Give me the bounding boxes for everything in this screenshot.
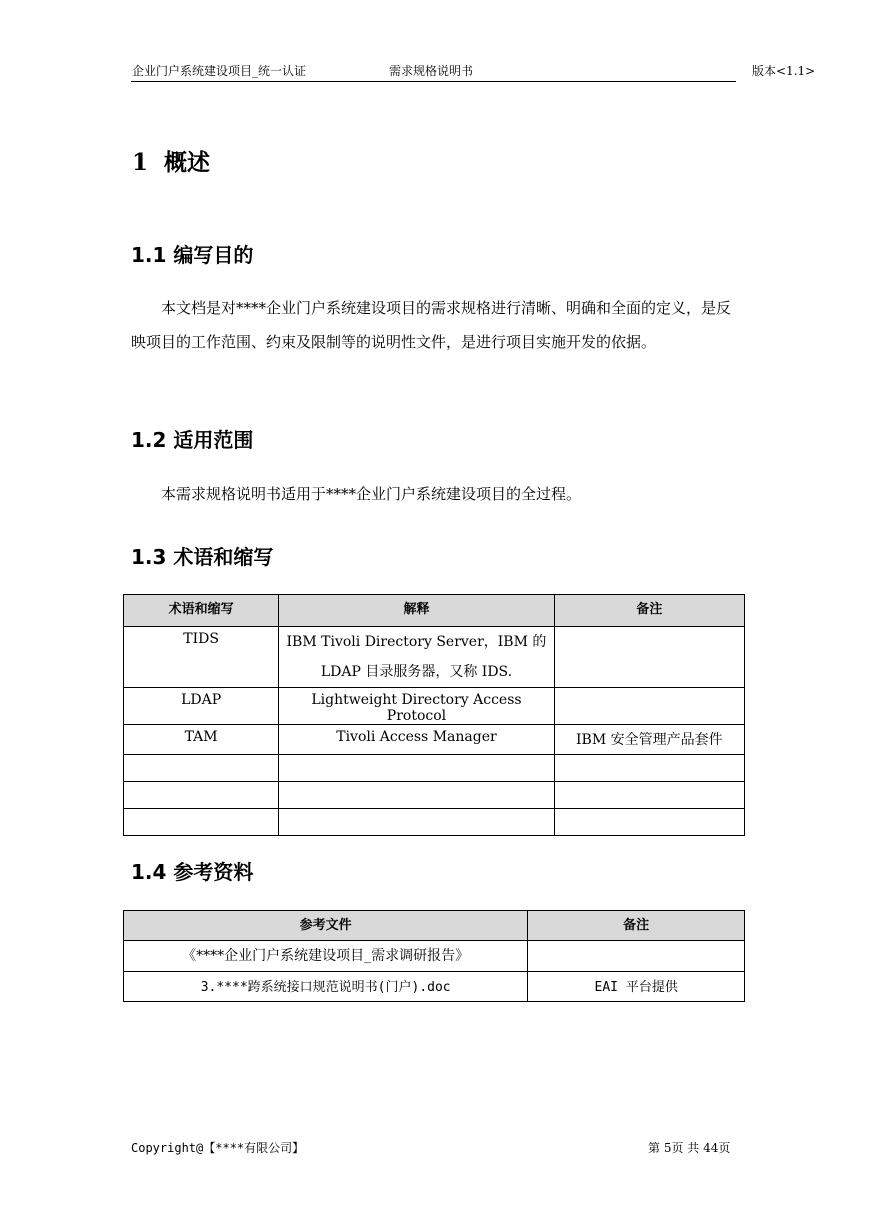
table-row bbox=[124, 941, 745, 972]
section-number: 1.3 bbox=[131, 545, 167, 569]
section-heading-terms bbox=[131, 541, 273, 570]
table-row bbox=[124, 627, 745, 688]
table-cell: TAM bbox=[124, 725, 279, 755]
table-cell: EAI 平台提供 bbox=[528, 972, 745, 1002]
header-version: 版本<1.1> bbox=[752, 64, 816, 78]
table-cell bbox=[554, 755, 744, 782]
table-header-row bbox=[124, 911, 745, 941]
table-cell bbox=[554, 809, 744, 836]
table-cell: 《****企业门户系统建设项目_需求调研报告》 bbox=[124, 941, 528, 972]
table-row bbox=[124, 725, 745, 755]
table-row bbox=[124, 809, 745, 836]
section-number: 1.1 bbox=[131, 243, 167, 267]
scope-text: 本需求规格说明书适用于****企业门户系统建设项目的全过程。 bbox=[161, 485, 582, 503]
purpose-text: 本文档是对****企业门户系统建设项目的需求规格进行清晰、明确和全面的定义，是反映项目的工作范围、约束及限制等的说明性文件，是进行项目实施开发的依据。 bbox=[131, 299, 732, 351]
header-project: 企业门户系统建设项目_统一认证 bbox=[132, 64, 307, 78]
table-cell bbox=[279, 755, 554, 782]
footer-copyright: Copyright@【****有限公司】 bbox=[131, 1141, 305, 1155]
table-cell bbox=[279, 782, 554, 809]
section-title: 编写目的 bbox=[173, 243, 254, 267]
section-heading-references bbox=[131, 856, 253, 885]
table-cell: 3.****跨系统接口规范说明书(门户).doc bbox=[124, 972, 528, 1002]
column-header: 备注 bbox=[528, 911, 745, 941]
section-title: 适用范围 bbox=[173, 428, 254, 452]
table-cell bbox=[554, 688, 744, 725]
column-header: 术语和缩写 bbox=[124, 595, 279, 627]
column-header: 参考文件 bbox=[124, 911, 528, 941]
table-cell bbox=[554, 782, 744, 809]
table-cell bbox=[124, 782, 279, 809]
table-row bbox=[124, 782, 745, 809]
chapter-heading bbox=[132, 144, 210, 177]
table-cell bbox=[554, 627, 744, 688]
section-title: 术语和缩写 bbox=[173, 545, 274, 569]
table-cell: IBM 安全管理产品套件 bbox=[554, 725, 744, 755]
section-number: 1.2 bbox=[131, 428, 167, 452]
terms-table bbox=[123, 594, 745, 836]
table-cell bbox=[279, 809, 554, 836]
table-cell bbox=[528, 941, 745, 972]
table-row bbox=[124, 972, 745, 1002]
footer-page-info: 第 5页 共 44页 bbox=[648, 1141, 731, 1155]
chapter-number: 1 bbox=[132, 149, 149, 176]
scope-paragraph bbox=[131, 477, 743, 511]
references-table bbox=[123, 910, 745, 1002]
table-cell: Lightweight Directory Access Protocol bbox=[279, 688, 554, 725]
section-heading-purpose bbox=[131, 239, 253, 268]
chapter-title: 概述 bbox=[164, 150, 211, 176]
table-cell bbox=[124, 809, 279, 836]
table-cell bbox=[124, 755, 279, 782]
column-header: 备注 bbox=[554, 595, 744, 627]
section-number: 1.4 bbox=[131, 860, 167, 884]
section-heading-scope bbox=[131, 424, 253, 453]
table-cell: TIDS bbox=[124, 627, 279, 688]
header-doc-title: 需求规格说明书 bbox=[389, 64, 474, 78]
column-header: 解释 bbox=[279, 595, 554, 627]
table-cell: IBM Tivoli Directory Server，IBM 的 LDAP 目录服务器，又称 IDS. bbox=[279, 627, 554, 688]
table-cell: LDAP bbox=[124, 688, 279, 725]
header-divider bbox=[131, 81, 736, 82]
table-header-row bbox=[124, 595, 745, 627]
table-cell: Tivoli Access Manager bbox=[279, 725, 554, 755]
purpose-paragraph bbox=[131, 291, 743, 359]
section-title: 参考资料 bbox=[173, 860, 254, 884]
table-row bbox=[124, 755, 745, 782]
table-row bbox=[124, 688, 745, 725]
